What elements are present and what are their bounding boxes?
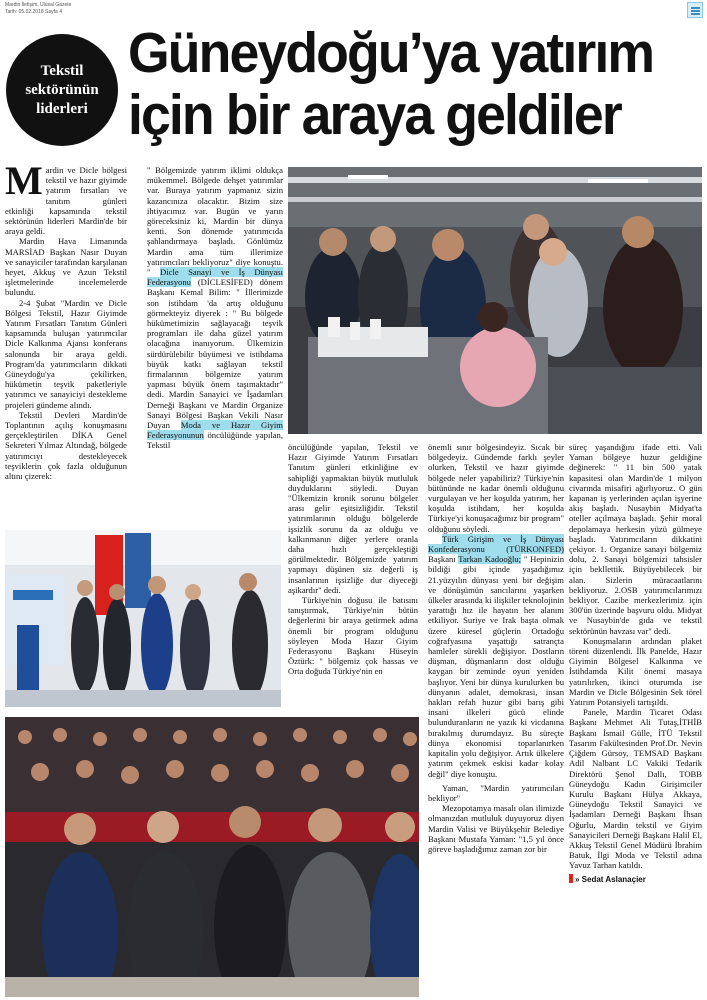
moda-federation-highlight: Moda ve Hazır Giyim Federasyonunun xyxy=(147,420,283,441)
col2b-p1: öncülüğünde yapılan, Tekstil ve Hazır Giyimde Yatırım Fırsatları Tanıtım günleri etkinliğine ev sahipliği yapmaktan büyük mutluluk duyduklarını söyledi. Duyan "Ülkemizin kronik sorunu bölgeler arası gelir eşitsizliğidir. Tekstil yatırımlarının olduğu bölgelerde işsizlik sorunu da az olduğu ve kalkınmanın diğer yerlere oranla daha hızlı gerçekleştiği görülmektedir. Bölgemizde yatırım yapmayı düşünen siz değerli iş insanlarının işsizliğe dur diyeceği aşikardır" dedi. xyxy=(288,442,418,595)
headline: Güneydoğu’ya yatırım için bir araya geldiler xyxy=(128,21,654,147)
publication-name: Mardin İletişim, Ulusal Gazete xyxy=(5,2,72,8)
col4-p1: süreç yaşandığını ifade etti. Vali Yaman bölgeye huzur geldiğine değinerek: " 11 bin 500 yatak kapasitesi olan Mardin'de 1 milyon civarında misafiri ağırlıyoruz. O gün kapanan iş yerlerinden açılan işyerine akış başladı. Nusaybin Midyat'ta oteller açılmaya başladı. Şehir moral depolamaya herkesin yüzü gülmeye başladı. Yatırımcıların dikkatini çekiyor. 1. Organize sanayi bölgemiz dolu, 2. Sanayi bölgemizi tahsisler için bekllettik. Büyüyebilecek bir alan. Sizlerin müracaatlarını bekliyoruz. 2.OSB yatırımcılarımızı bekliyor. Cazibe merkezlerimiz için 300'ün üzerinde başvuru oldu. Midyat ve Nusaybin'de gıda ve tekstil sektörünün havzası var" dedi. xyxy=(569,442,702,636)
col2b-p2: Türkiye'nin doğusu ile batısını tanıştırmak, Türkiye'nin bütün değerlerini bir araya getirmek adına önemli bir program olduğunu söyleyen Moda Hazır Giyim Federasyonu Başkanı Hüseyin Öztürk: " bölgemiz çok hassas ve Orta doğuda Türkiye'nin en xyxy=(288,595,418,677)
article-column-2 xyxy=(147,165,283,522)
publication-date: Tarih: 05.02.2018 Sayfa 4 xyxy=(5,9,62,15)
byline-author: » Sedat Aslanaçier xyxy=(575,874,646,884)
article-column-2b xyxy=(288,442,418,712)
col3-p2: " Hepinizin bildiği gibi içinde yaşadığımız 21.yüzyılın dünyası yeni bir değişim ve dönüşümün sancılarını yaşarken ülkeler arasında ki ilişkiler teknolojinin yarattığı hız ile hayatın her alanını etkiliyor. Suriye ve Irak başta olmak üzere küresel güçlerin Ortadoğu coğrafyasına yaşattığı satrançta hamleler sürekli değişiyor. Dostların düşman, düşmanların dost olduğu kaygan bir zeminde oyun yeniden başlıyor. Yeni bir dünya kurulurken bu dünyanın adalet, demokrasi, insan hakları refah huzur gibi barış gibi insani ilkeleri gücü elinde bulunduranların ne yazık ki vicdanına bırakılmış durumdayız. Bu süreçte dünya ekonomisi toparlanırken kapitalin yolu değişiyor. Artık ülkelere yatırım çekmek eskisi kadar kolay değil" diye konuştu. xyxy=(428,554,564,779)
audience-photo xyxy=(5,717,419,997)
tarkan-kadooglu-highlight: Tarkan Kadooğlu; xyxy=(458,554,522,565)
col2b-p1-start: öncülüğünde yapılan, Tekstil xyxy=(147,430,283,451)
byline xyxy=(569,874,702,885)
drop-cap: M xyxy=(5,165,43,203)
col2-p2: (DİCLESİFED) dönem Başkanı Kemal Bilim: " İllerimizde son istihdam 'da artış olduğunu görmekteyiz diyerek : " Bu bölgede hükümetimizin sağlayacağı teşvik programları ile daha güzel yatırım olacağına inanıyorum. Ülkemizin sürdürülebilir büyümesi ve istihdama büyük katkı sağlayan tekstil firmalarının bölgemize yatırım yapması büyük önem taşımaktadır" dedi. Mardin Sanayici ve İşadamları Derneği Başkanı ve Mardin Organize Sanayi Bölgesi Başkan Vekili Nasır Duyan xyxy=(147,277,283,431)
article-column-4 xyxy=(569,442,702,998)
col1-p4: Tekstil Devleri Mardin'de Toplantının açılış konuşmasını gerçekleştirilen DİKA Genel Sekreteri Yılmaz Altındağ, bölgede yatırımcıyı destekleyecek teşviklerin çok fazla olduğunun altını çizerek: xyxy=(5,409,127,482)
dicle-federation-highlight: Dicle Sanayi ve İş Dünyası Federasyonu xyxy=(147,267,283,288)
turkonfed-highlight: Türk Girişim ve İş Dünyası Konfederasyonu (TÜRKONFED) xyxy=(428,533,564,555)
publication-meta xyxy=(5,2,71,16)
col1-p2: Mardin Hava Limanında MARSİAD Başkan Nasır Duyan ve sanayiciler tarafından karşılanan heyet, Akkuş ve Azun Tekstil işletmelerinde incelemelerde bulundu. xyxy=(5,236,127,298)
col3-mid: Başkanı xyxy=(428,554,456,565)
section-badge-text: Tekstil sektörünün liderleri xyxy=(25,62,99,117)
col3-p4: Mezopotamya masalı olan ilimizde olmanızdan mutluluk duyuyoruz diyen Mardin Valisi ve Büyükşehir Belediye Başkanı Mustafa Yaman: "1,5 yıl önce göreve başladığımız zaman zor bir xyxy=(428,803,564,854)
section-badge xyxy=(6,34,118,146)
col1-p1: ardin ve Dicle bölgesi tekstil ve hazır giyimde yatırım fırsatları ve tanıtım günleri etkinliği kapsamında tekstil sektörünün liderleri Mardin'de bir araya geldi. xyxy=(5,165,127,237)
col3-p1: önemli sınır bölgesindeyiz. Sıcak bir bölgedeyiz. Gündemde farklı şeyler olurken, Tekstil ve hazır giyimde bölgede neler yapabiliriz? Türkiye'nin bütününde ne kadar önemli olduğunu vurgulayan ve her koşulda yatırım, her koşulda istihdam, her koşulda Türkiye'yi konuşacağımız bir program" olduğunu söyledi. xyxy=(428,442,564,534)
col3-p3: Yaman, "Mardin yatırımcıları bekliyor" xyxy=(428,782,564,803)
col2-p1: " Bölgemizde yatırım iklimi oldukça mükemmel. Bölgede dehşet yatırımlar var. Buraya yatırım yapmanız sizin kazancınıza olacaktır. Bizim size ihtiyacımız var. Bugün ve yarın göreceksiniz ki, Mardin bir dünya kenti. Son dönemde yatırımcıda şahlandırmaya başladı. Gönlümüz Mardin ama tüm illerimize yatırımcıları bekliyoruz" diye konuştu. " xyxy=(147,165,283,278)
col4-p2: Konuşmaların ardından plaket töreni düzenlendi. İlk Panelde, Hazır Giyimin Bölgesel Kalkınma ve İstihdamda Kilit önemi masaya yatırılırken, ikinci oturumda ise Mardin ve Dicle Bölgesinin Sek törel Yatırım Potansiyeli tartışıldı. xyxy=(569,635,702,708)
col4-p3: Panele, Mardin Ticaret Odası Başkanı Mehmet Ali Tutaş,İTHİB Başkanı İsmail Gülle, İTÜ Tekstil Tasarım Fakültesinden Prof.Dr. Nevin Çiğdem Gürsoy, TEMSAD Başkanı Adil Nalbant LC Vakiki Tedarik Direktörü Şenol Dallı, TOBB Güneydoğu Kadın Girişimciler Kurulu Başkanı Hülya Akkaya, Güneydoğu Tekstil Sanayici ve İşadamları Derneği Başkanı İhsan Oğurlu, Mardin tekstil ve Giyim Sanayicileri Derneği Başkanı Halil El, Akkuş Tekstil Genel Müdürü İbrahim Batuk, İlgi Moda ve Tekstil adına Yavuz Tarhan katıldı. xyxy=(569,707,702,871)
col1-p3: 2-4 Şubat "Mardin ve Dicle Bölgesi Tekstil, Hazır Giyimde Yatırım Fırsatları Tanıtım Günleri kapsamında buluşan yatırımcılar Dicle Kalkınma Ajansı konferans salonunda bir araya geldi. Program'da yatırımcıların dikkati Güneydoğu'ya çekilirken, hükümetin teşvik paketleriyle yatırımcı ve sanayiciyi destekleme projeleri gündeme alındı. xyxy=(5,297,127,410)
article-column-3 xyxy=(428,442,564,998)
source-logo-icon xyxy=(687,2,703,18)
plaque-ceremony-photo xyxy=(5,530,281,707)
byline-bar-icon xyxy=(569,874,573,883)
article-column-1 xyxy=(5,165,127,522)
factory-visit-photo xyxy=(288,167,702,434)
